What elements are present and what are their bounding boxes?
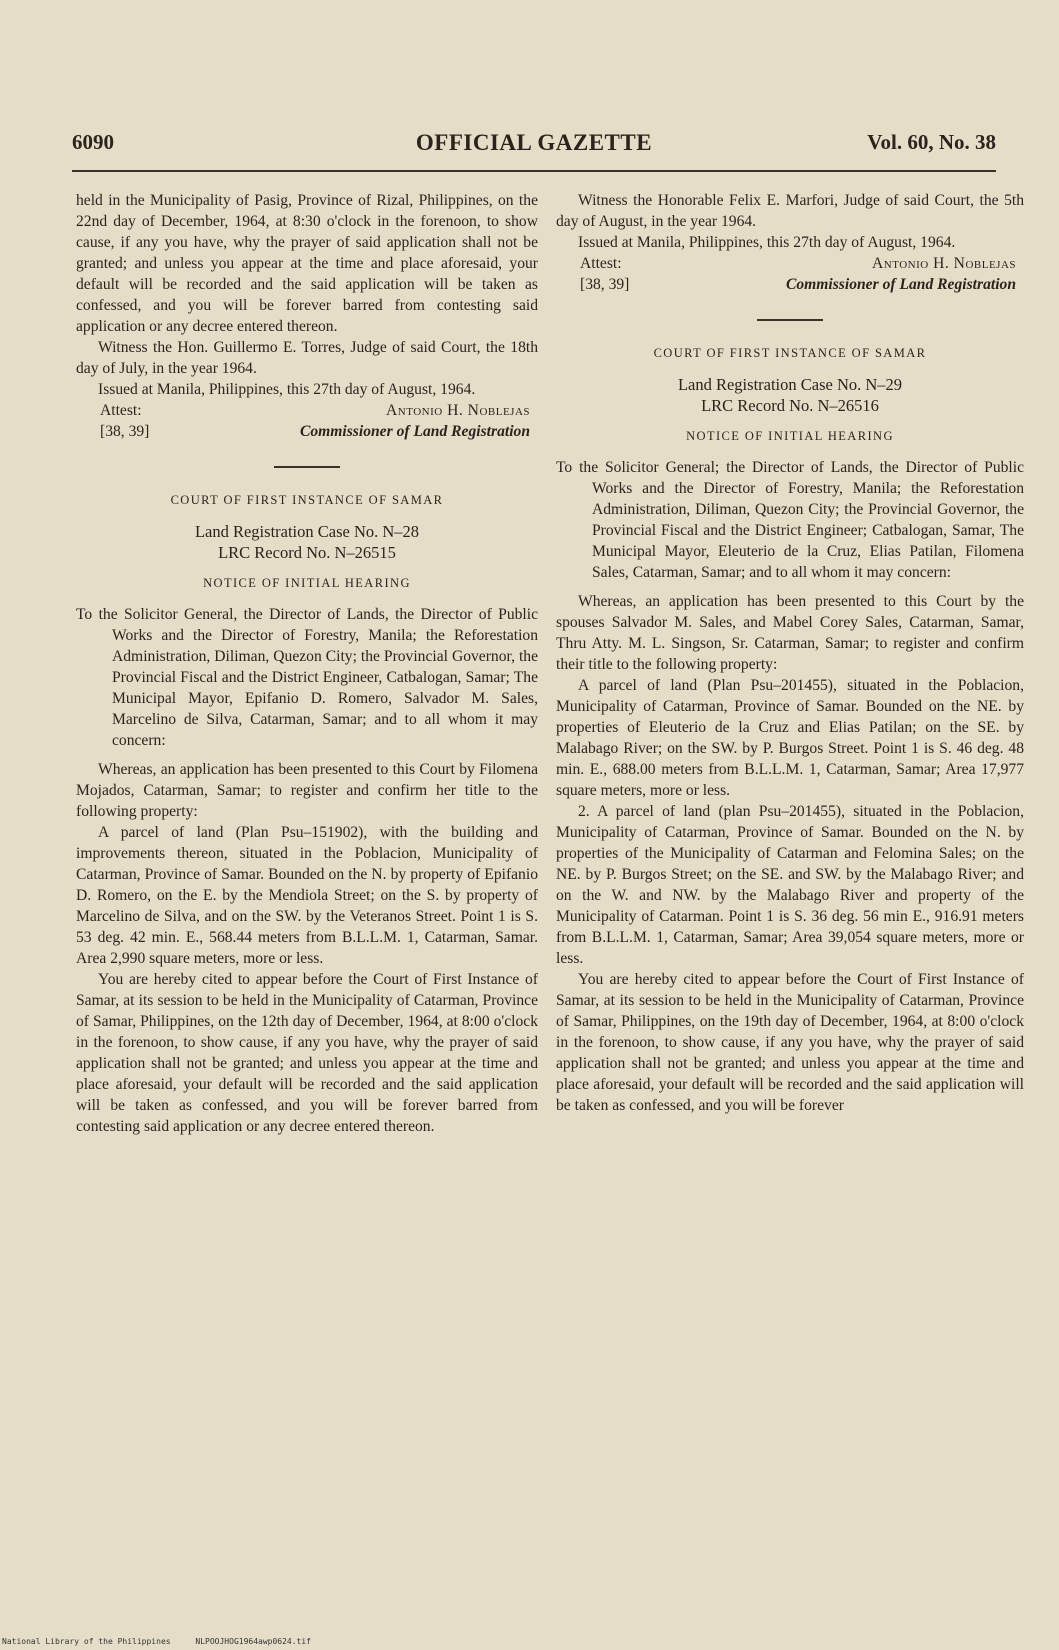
header-rule bbox=[72, 170, 996, 172]
signatory-name: Antonio H. Noblejas bbox=[872, 255, 1016, 272]
cited-paragraph: You are hereby cited to appear before the Court of First Instance of Samar, at its session to be held in the Municipality of Catarman, Province of Samar, Philippines, on the 19th day of December, 1964, at 8:00 o'clock in the forenoon, to show cause, if any you have, why the prayer of said application shall not be granted; and unless you appear at the time and place aforesaid, your default will be recorded and the said application will be taken as confessed, and you will be forever bbox=[556, 971, 1024, 1114]
case-number: Land Registration Case No. N–29 bbox=[677, 375, 903, 394]
court-heading: COURT OF FIRST INSTANCE OF SAMAR bbox=[170, 493, 444, 507]
witness-paragraph: Witness the Hon. Guillermo E. Torres, Judge of said Court, the 18th day of July, in the year 1964. bbox=[76, 339, 538, 377]
notice-title: NOTICE OF INITIAL HEARING bbox=[203, 576, 411, 590]
addressees-paragraph: To the Solicitor General, the Director of Lands, the Director of Public Works and the Director of Forestry, Manila; the Reforestation Administration, Diliman, Quezon City; the Provincial Governor, the Provincial Fiscal and the District Engineer, Catbalogan, Samar; The Municipal Mayor, Epifanio D. Romero, Salvador M. Sales, Marcelino de Silva, Catarman, Samar; and to all whom it may concern: bbox=[76, 606, 538, 749]
volume-number: Vol. 60, No. 38 bbox=[867, 130, 996, 154]
page-header bbox=[72, 130, 996, 162]
left-column bbox=[76, 190, 538, 1137]
library-credit: National Library of the Philippines bbox=[2, 1637, 171, 1646]
issue-reference: [38, 39] bbox=[100, 423, 150, 440]
record-number: LRC Record No. N–26516 bbox=[701, 396, 879, 415]
addressees-paragraph: To the Solicitor General; the Director of Lands, the Director of Public Works and the Director of Forestry, Manila; the Reforestation Administration, Diliman, Quezon City; the Provincial Governor, the Provincial Fiscal and the District Engineer; Catbalogan, Samar, The Municipal Mayor, Eleuterio de la Cruz, Elias Patilan, Filomena Sales, Catarman, Samar; and to all whom it may concern: bbox=[556, 459, 1024, 581]
attest-label: Attest: bbox=[580, 255, 622, 272]
signatory-name: Antonio H. Noblejas bbox=[386, 402, 530, 419]
attest-role-line bbox=[100, 421, 530, 442]
scan-footer bbox=[2, 1637, 331, 1646]
record-number: LRC Record No. N–26515 bbox=[218, 543, 396, 562]
issued-paragraph: Issued at Manila, Philippines, this 27th day of August, 1964. bbox=[98, 381, 476, 398]
attest-label: Attest: bbox=[100, 402, 142, 419]
issued-paragraph: Issued at Manila, Philippines, this 27th day of August, 1964. bbox=[578, 234, 956, 251]
notice-title: NOTICE OF INITIAL HEARING bbox=[686, 429, 894, 443]
whereas-paragraph: Whereas, an application has been presented to this Court by the spouses Salvador M. Sales, and Mabel Corey Sales, Catarman, Samar, Thru Atty. M. L. Singson, Sr. Catarman, Samar; to register and confirm their title to the following property: bbox=[556, 593, 1024, 673]
right-column bbox=[556, 190, 1024, 1116]
section-divider bbox=[757, 319, 823, 321]
cited-paragraph: You are hereby cited to appear before the Court of First Instance of Samar, at its session to be held in the Municipality of Catarman, Province of Samar, Philippines, on the 12th day of December, 1964, at 8:00 o'clock in the forenoon, to show cause, if any you have, why the prayer of said application shall not be granted; and unless you appear at the time and place aforesaid, your default will be recorded and the said application will be taken as confessed, and you will be forever barred from contesting said application or any decree entered thereon. bbox=[76, 971, 538, 1135]
issue-reference: [38, 39] bbox=[580, 276, 630, 293]
continued-paragraph: held in the Municipality of Pasig, Province of Rizal, Philippines, on the 22nd day of December, 1964, at 8:30 o'clock in the forenoon, to show cause, if any you have, why the prayer of said application shall not be granted; and unless you appear at the time and place aforesaid, your default will be recorded and the said application will be taken as confessed, and you will be forever barred from contesting said application or any decree entered thereon. bbox=[76, 192, 538, 335]
attest-role-line bbox=[580, 274, 1016, 295]
parcel-paragraph: A parcel of land (Plan Psu–151902), with the building and improvements thereon, situated in the Poblacion, Municipality of Catarman, Province of Samar. Bounded on the N. by property of Epifanio D. Romero, on the E. by the Mendiola Street; on the S. by property of Marcelino de Silva, and on the SW. by the Veteranos Street. Point 1 is S. 53 deg. 42 min. E., 568.44 meters from B.L.L.M. 1, Catarman, Samar. Area 2,990 square meters, more or less. bbox=[76, 824, 538, 967]
scan-filename: NLPOOJHOG1964awp0624.tif bbox=[195, 1637, 311, 1646]
publication-title: OFFICIAL GAZETTE bbox=[415, 130, 653, 155]
witness-paragraph: Witness the Honorable Felix E. Marfori, Judge of said Court, the 5th day of August, in the year 1964. bbox=[556, 192, 1024, 230]
attest-line bbox=[100, 400, 530, 421]
signatory-role: Commissioner of Land Registration bbox=[299, 423, 530, 440]
case-number: Land Registration Case No. N–28 bbox=[194, 522, 420, 541]
court-heading: COURT OF FIRST INSTANCE OF SAMAR bbox=[653, 346, 927, 360]
parcel-paragraph: A parcel of land (Plan Psu–201455), situated in the Poblacion, Municipality of Catarman, Province of Samar. Bounded on the NE. by properties of Eleuterio de la Cruz and Elias Patilan; on the SE. by Malabago River; on the SW. by P. Burgos Street. Point 1 is S. 46 deg. 48 min. E., 688.00 meters from B.L.L.M. 1, Catarman, Samar; Area 17,977 square meters, more or less. bbox=[556, 677, 1024, 799]
whereas-paragraph: Whereas, an application has been presented to this Court by Filomena Mojados, Catarman, Samar; to register and confirm her title to the following property: bbox=[76, 761, 538, 820]
page-number: 6090 bbox=[72, 130, 114, 154]
signatory-role: Commissioner of Land Registration bbox=[785, 276, 1016, 293]
attest-line bbox=[580, 253, 1016, 274]
section-divider bbox=[274, 466, 340, 468]
parcel-paragraph: 2. A parcel of land (plan Psu–201455), situated in the Poblacion, Municipality of Catarman, Province of Samar. Bounded on the N. by properties of the Municipality of Catarman and Felomina Sales; on the NE. by P. Burgos Street; on the SE. and SW. by the Malabago River; and on the W. and NW. by the Malabago River and property of the Municipality of Catarman. Point 1 is S. 36 deg. 56 min E., 916.91 meters from B.L.L.M. 1, Catarman, Samar; Area 39,054 square meters, more or less. bbox=[556, 803, 1024, 967]
